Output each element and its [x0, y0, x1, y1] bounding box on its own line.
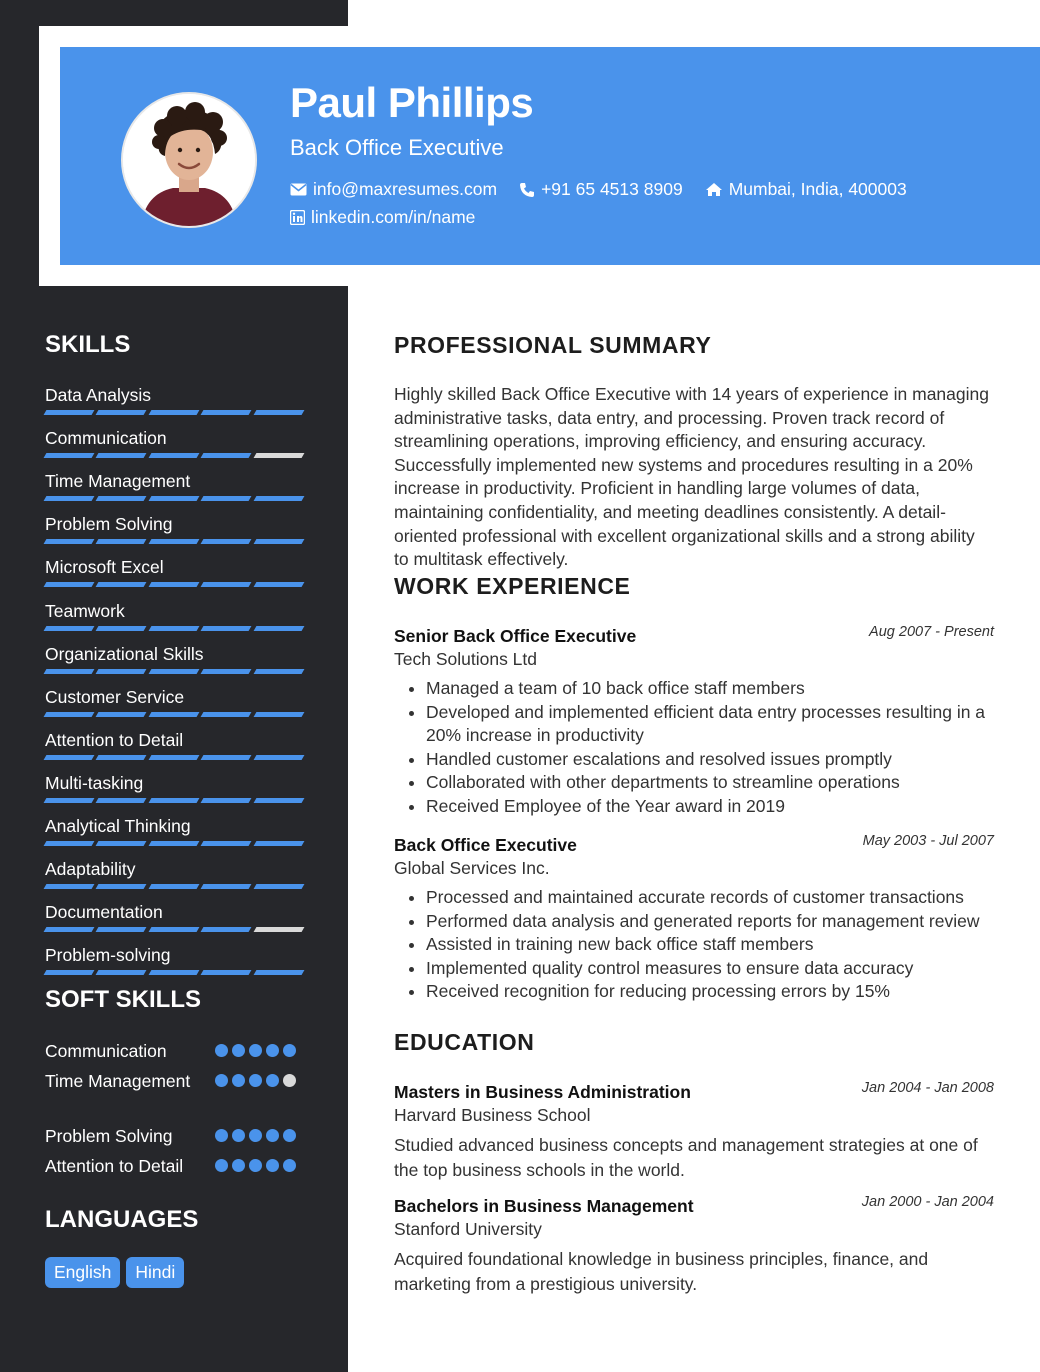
- soft-skill-label: Attention to Detail: [45, 1156, 184, 1176]
- soft-skill-rating: [215, 1044, 296, 1057]
- skill-level-segment: [96, 970, 147, 975]
- skill-label: Documentation: [45, 902, 163, 923]
- skill-level-segment: [96, 712, 147, 717]
- skill-level-segment: [148, 496, 199, 501]
- skill-item: [45, 644, 303, 684]
- skill-item: [45, 687, 303, 727]
- skill-level-segment: [148, 841, 199, 846]
- skill-level-segment: [96, 669, 147, 674]
- rating-dot: [232, 1129, 245, 1142]
- rating-dot: [215, 1159, 228, 1172]
- list-item: • Managed a team of 10 back office staff members: [426, 677, 1016, 701]
- skill-level-bar: [45, 453, 303, 459]
- degree-title: Bachelors in Business Management: [394, 1196, 694, 1216]
- list-item: • Implemented quality control measures to ensure data accuracy: [426, 957, 1016, 981]
- skill-level-segment: [44, 884, 95, 889]
- skill-level-bar: [45, 712, 303, 718]
- skill-level-segment: [148, 970, 199, 975]
- skill-level-bar: [45, 626, 303, 632]
- rating-dot: [249, 1129, 262, 1142]
- skill-level-bar: [45, 669, 303, 675]
- degree-description: Studied advanced business concepts and management strategies at one of the top business schools in the world.: [394, 1135, 978, 1180]
- skill-level-bar: [45, 582, 303, 588]
- rating-dot: [249, 1074, 262, 1087]
- soft-skills-heading: SOFT SKILLS: [45, 986, 201, 1013]
- skill-level-segment: [253, 496, 304, 501]
- skill-item: [45, 514, 303, 554]
- skill-level-segment: [148, 539, 199, 544]
- skill-level-segment: [201, 798, 252, 803]
- experience-heading: WORK EXPERIENCE: [394, 573, 631, 599]
- skill-item: [45, 557, 303, 597]
- skill-level-segment: [44, 755, 95, 760]
- skill-label: Adaptability: [45, 859, 136, 880]
- envelope-icon: [290, 183, 307, 196]
- list-item: • Received recognition for reducing processing errors by 15%: [426, 980, 1016, 1004]
- skill-level-segment: [148, 927, 199, 932]
- rating-dot: [249, 1044, 262, 1057]
- job-dates: Aug 2007 - Present: [869, 624, 994, 640]
- contact-linkedin[interactable]: [290, 207, 475, 228]
- languages-heading: LANGUAGES: [45, 1206, 199, 1233]
- skill-level-bar: [45, 841, 303, 847]
- job-company: Tech Solutions Ltd: [394, 649, 538, 669]
- skill-level-segment: [148, 798, 199, 803]
- job-title: Senior Back Office Executive: [394, 626, 637, 646]
- skill-level-segment: [44, 927, 95, 932]
- skill-item: [45, 601, 303, 641]
- skill-level-segment: [148, 755, 199, 760]
- skill-label: Multi-tasking: [45, 772, 144, 793]
- skill-level-bar: [45, 798, 303, 804]
- rating-dot: [232, 1044, 245, 1057]
- soft-skill-rating: [215, 1129, 296, 1142]
- skill-level-segment: [148, 626, 199, 631]
- skill-level-segment: [148, 884, 199, 889]
- skill-label: Problem-solving: [45, 945, 171, 966]
- skill-level-bar: [45, 410, 303, 416]
- skill-item: [45, 471, 303, 511]
- skill-level-segment: [201, 712, 252, 717]
- candidate-title: Back Office Executive: [290, 135, 504, 160]
- linkedin-text[interactable]: linkedin.com/in/name: [311, 207, 476, 227]
- rating-dot: [283, 1074, 296, 1087]
- skill-level-segment: [44, 626, 95, 631]
- skill-level-segment: [96, 453, 147, 458]
- skill-level-segment: [96, 884, 147, 889]
- skill-level-segment: [253, 453, 304, 458]
- email-text[interactable]: info@maxresumes.com: [313, 179, 498, 199]
- school-name: Harvard Business School: [394, 1105, 591, 1125]
- skill-level-segment: [201, 453, 252, 458]
- language-tag: Hindi: [126, 1257, 184, 1288]
- contact-row-2: [290, 207, 497, 228]
- skill-level-segment: [253, 582, 304, 587]
- list-item: • Processed and maintained accurate records of customer transactions: [426, 886, 1016, 910]
- job-bullets: [406, 886, 1016, 1004]
- job-bullets: [406, 677, 1016, 818]
- skill-item: [45, 385, 303, 425]
- rating-dot: [266, 1044, 279, 1057]
- rating-dot: [283, 1129, 296, 1142]
- skill-level-segment: [201, 496, 252, 501]
- skill-level-segment: [96, 496, 147, 501]
- skill-level-segment: [201, 927, 252, 932]
- rating-dot: [215, 1129, 228, 1142]
- skill-level-segment: [96, 841, 147, 846]
- skill-level-segment: [253, 626, 304, 631]
- contact-location: [705, 179, 907, 200]
- skill-label: Teamwork: [45, 600, 125, 621]
- skill-level-segment: [96, 626, 147, 631]
- degree-title: Masters in Business Administration: [394, 1082, 691, 1102]
- home-icon: [705, 182, 723, 197]
- skill-level-segment: [44, 970, 95, 975]
- job-company: Global Services Inc.: [394, 858, 550, 878]
- language-tag: English: [45, 1257, 120, 1288]
- skill-level-segment: [201, 410, 252, 415]
- linkedin-icon: [290, 210, 305, 225]
- skill-level-segment: [253, 798, 304, 803]
- skill-level-segment: [201, 884, 252, 889]
- school-name: Stanford University: [394, 1219, 542, 1239]
- candidate-name: Paul Phillips: [290, 79, 534, 126]
- skill-level-segment: [201, 970, 252, 975]
- skill-level-bar: [45, 927, 303, 933]
- skill-item: [45, 773, 303, 813]
- contact-phone[interactable]: [519, 179, 683, 200]
- skill-label: Microsoft Excel: [45, 557, 164, 578]
- rating-dot: [283, 1044, 296, 1057]
- skill-level-segment: [148, 669, 199, 674]
- job-title: Back Office Executive: [394, 835, 577, 855]
- skill-label: Time Management: [45, 471, 191, 492]
- rating-dot: [232, 1159, 245, 1172]
- skill-level-segment: [96, 798, 147, 803]
- skill-level-segment: [44, 712, 95, 717]
- skill-level-segment: [96, 582, 147, 587]
- list-item: • Assisted in training new back office staff members: [426, 933, 1016, 957]
- skill-level-segment: [253, 755, 304, 760]
- skill-level-segment: [96, 755, 147, 760]
- list-item: • Handled customer escalations and resolved issues promptly: [426, 748, 1016, 772]
- skill-level-segment: [201, 582, 252, 587]
- skill-item: [45, 816, 303, 856]
- languages-list: [45, 1257, 184, 1288]
- list-item: • Collaborated with other departments to streamline operations: [426, 771, 1016, 795]
- skill-level-bar: [45, 496, 303, 502]
- skill-level-segment: [253, 927, 304, 932]
- skill-level-segment: [44, 798, 95, 803]
- skill-level-segment: [148, 582, 199, 587]
- skill-level-bar: [45, 539, 303, 545]
- skill-level-segment: [253, 841, 304, 846]
- location-text: Mumbai, India, 400003: [728, 179, 907, 199]
- list-item: • Developed and implemented efficient data entry processes resulting in a 20% increase in productivity: [426, 701, 1016, 748]
- skill-label: Customer Service: [45, 686, 185, 707]
- skill-item: [45, 428, 303, 468]
- soft-skill-rating: [215, 1074, 296, 1087]
- skill-label: Data Analysis: [45, 385, 152, 405]
- skill-level-bar: [45, 884, 303, 890]
- education-heading: EDUCATION: [394, 1029, 535, 1055]
- skill-level-segment: [201, 755, 252, 760]
- degree-dates: Jan 2000 - Jan 2004: [861, 1194, 994, 1210]
- skill-level-segment: [96, 410, 147, 415]
- contact-email[interactable]: [290, 179, 497, 200]
- degree-description: Acquired foundational knowledge in business principles, finance, and marketing from a prestigious university.: [394, 1249, 929, 1294]
- skill-level-segment: [201, 841, 252, 846]
- skill-label: Analytical Thinking: [45, 816, 191, 836]
- skill-level-segment: [253, 539, 304, 544]
- skill-level-segment: [44, 841, 95, 846]
- skill-label: Attention to Detail: [45, 729, 184, 750]
- list-item: • Received Employee of the Year award in 2019: [426, 795, 1016, 819]
- skill-level-segment: [253, 712, 304, 717]
- skill-level-segment: [253, 884, 304, 889]
- soft-skill-label: Time Management: [45, 1071, 191, 1091]
- rating-dot: [249, 1159, 262, 1172]
- skill-level-segment: [44, 539, 95, 544]
- soft-skill-rating: [215, 1159, 296, 1172]
- rating-dot: [215, 1074, 228, 1087]
- phone-text[interactable]: +91 65 4513 8909: [541, 179, 683, 199]
- rating-dot: [266, 1074, 279, 1087]
- skill-level-segment: [253, 669, 304, 674]
- summary-heading: PROFESSIONAL SUMMARY: [394, 332, 712, 358]
- skill-level-segment: [253, 410, 304, 415]
- skill-level-segment: [96, 927, 147, 932]
- skill-level-segment: [148, 712, 199, 717]
- header: [60, 47, 1040, 265]
- skill-label: Communication: [45, 428, 167, 449]
- skill-label: Problem Solving: [45, 514, 173, 535]
- skill-level-segment: [44, 453, 95, 458]
- skill-level-segment: [201, 626, 252, 631]
- skill-item: [45, 945, 303, 985]
- summary-text: Highly skilled Back Office Executive with 14 years of experience in managing administrative tasks, data entry, and processing. Proven track record of streamlining operations, improving efficiency, and ensuring accuracy. Successfully implemented new systems and procedures resulting in a 20% increase in productivity. Proficient in handling large volumes of data, maintaining confidentiality, and meeting deadlines consistently. A detail-oriented professional with excellent organizational skills and a strong ability to multitask effectively.: [394, 384, 989, 570]
- skill-level-segment: [201, 539, 252, 544]
- skill-level-segment: [44, 496, 95, 501]
- skill-item: [45, 859, 303, 899]
- skill-item: [45, 730, 303, 770]
- skill-level-bar: [45, 755, 303, 761]
- avatar: [121, 92, 257, 228]
- profile-photo-icon: [123, 94, 255, 226]
- skill-level-segment: [96, 539, 147, 544]
- skill-level-segment: [148, 410, 199, 415]
- job-dates: May 2003 - Jul 2007: [862, 833, 994, 849]
- rating-dot: [266, 1159, 279, 1172]
- skills-heading: SKILLS: [45, 331, 131, 358]
- rating-dot: [232, 1074, 245, 1087]
- skill-item: [45, 902, 303, 942]
- skill-level-segment: [201, 669, 252, 674]
- degree-dates: Jan 2004 - Jan 2008: [861, 1080, 994, 1096]
- skill-level-segment: [44, 410, 95, 415]
- contact-row: [290, 179, 929, 200]
- skill-level-segment: [148, 453, 199, 458]
- skill-level-bar: [45, 970, 303, 976]
- rating-dot: [266, 1129, 279, 1142]
- skill-level-segment: [253, 970, 304, 975]
- phone-icon: [519, 182, 535, 198]
- skill-level-segment: [44, 669, 95, 674]
- rating-dot: [283, 1159, 296, 1172]
- soft-skill-label: Problem Solving: [45, 1126, 173, 1146]
- skill-label: Organizational Skills: [45, 643, 204, 664]
- skill-level-segment: [44, 582, 95, 587]
- rating-dot: [215, 1044, 228, 1057]
- list-item: • Performed data analysis and generated reports for management review: [426, 910, 1016, 934]
- soft-skill-label: Communication: [45, 1041, 167, 1061]
